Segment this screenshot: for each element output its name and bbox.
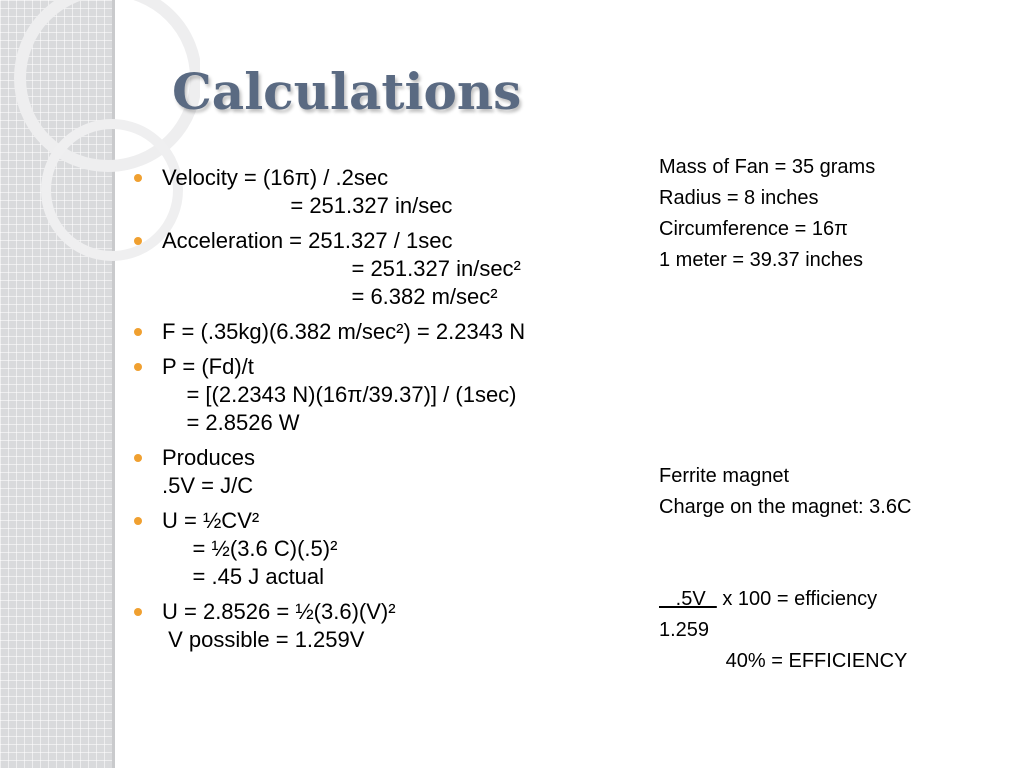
bullet-line: Produces <box>162 445 255 470</box>
bullet-dot <box>134 517 142 525</box>
bullet-dot <box>134 174 142 182</box>
bullet-line: P = (Fd)/t <box>162 354 254 379</box>
bullet-line: = 6.382 m/sec² <box>162 284 498 309</box>
efficiency-formula <box>659 584 999 615</box>
efficiency-formula-rest: x 100 = efficiency <box>716 588 878 610</box>
bullet-possible-voltage <box>132 598 612 654</box>
spacer <box>659 276 999 461</box>
bullet-line: = 2.8526 W <box>162 410 300 435</box>
bullet-line: V possible = 1.259V <box>162 627 365 652</box>
bullet-line: = [(2.2343 N)(16π/39.37)] / (1sec) <box>162 382 517 407</box>
sidebar-edge <box>112 0 115 768</box>
bullet-power <box>132 353 612 437</box>
bullet-dot <box>134 363 142 371</box>
given-circumference: Circumference = 16π <box>659 218 848 240</box>
efficiency-numerator: .5V <box>659 588 717 610</box>
spacer <box>659 523 999 584</box>
bullet-dot <box>134 608 142 616</box>
bullet-dot <box>134 237 142 245</box>
side-notes <box>659 152 999 677</box>
bullet-list <box>132 164 612 661</box>
slide-title: Calculations <box>172 62 522 121</box>
bullet-dot <box>134 454 142 462</box>
efficiency-result: 40% = EFFICIENCY <box>659 650 908 672</box>
bullet-velocity <box>132 164 612 220</box>
magnet-charge: Charge on the magnet: 3.6C <box>659 496 912 518</box>
bullet-force <box>132 318 612 346</box>
bullet-line: = 251.327 in/sec² <box>162 256 521 281</box>
efficiency-denominator: 1.259 <box>659 619 710 641</box>
bullet-acceleration <box>132 227 612 311</box>
bullet-line: U = 2.8526 = ½(3.6)(V)² <box>162 599 396 624</box>
bullet-line: U = ½CV² <box>162 508 260 533</box>
bullet-line: = ½(3.6 C)(.5)² <box>162 536 338 561</box>
given-meter-conversion: 1 meter = 39.37 inches <box>659 249 864 271</box>
bullet-line: Velocity = (16π) / .2sec <box>162 165 389 190</box>
bullet-dot <box>134 328 142 336</box>
given-mass: Mass of Fan = 35 grams <box>659 156 876 178</box>
magnet-type: Ferrite magnet <box>659 465 790 487</box>
bullet-produces <box>132 444 612 500</box>
given-radius: Radius = 8 inches <box>659 187 819 209</box>
bullet-energy <box>132 507 612 591</box>
bullet-line: = .45 J actual <box>162 564 325 589</box>
bullet-line: = 251.327 in/sec <box>162 193 453 218</box>
bullet-line: F = (.35kg)(6.382 m/sec²) = 2.2343 N <box>162 319 526 344</box>
sidebar-pattern <box>0 0 112 768</box>
bullet-line: Acceleration = 251.327 / 1sec <box>162 228 453 253</box>
bullet-line: .5V = J/C <box>162 473 254 498</box>
